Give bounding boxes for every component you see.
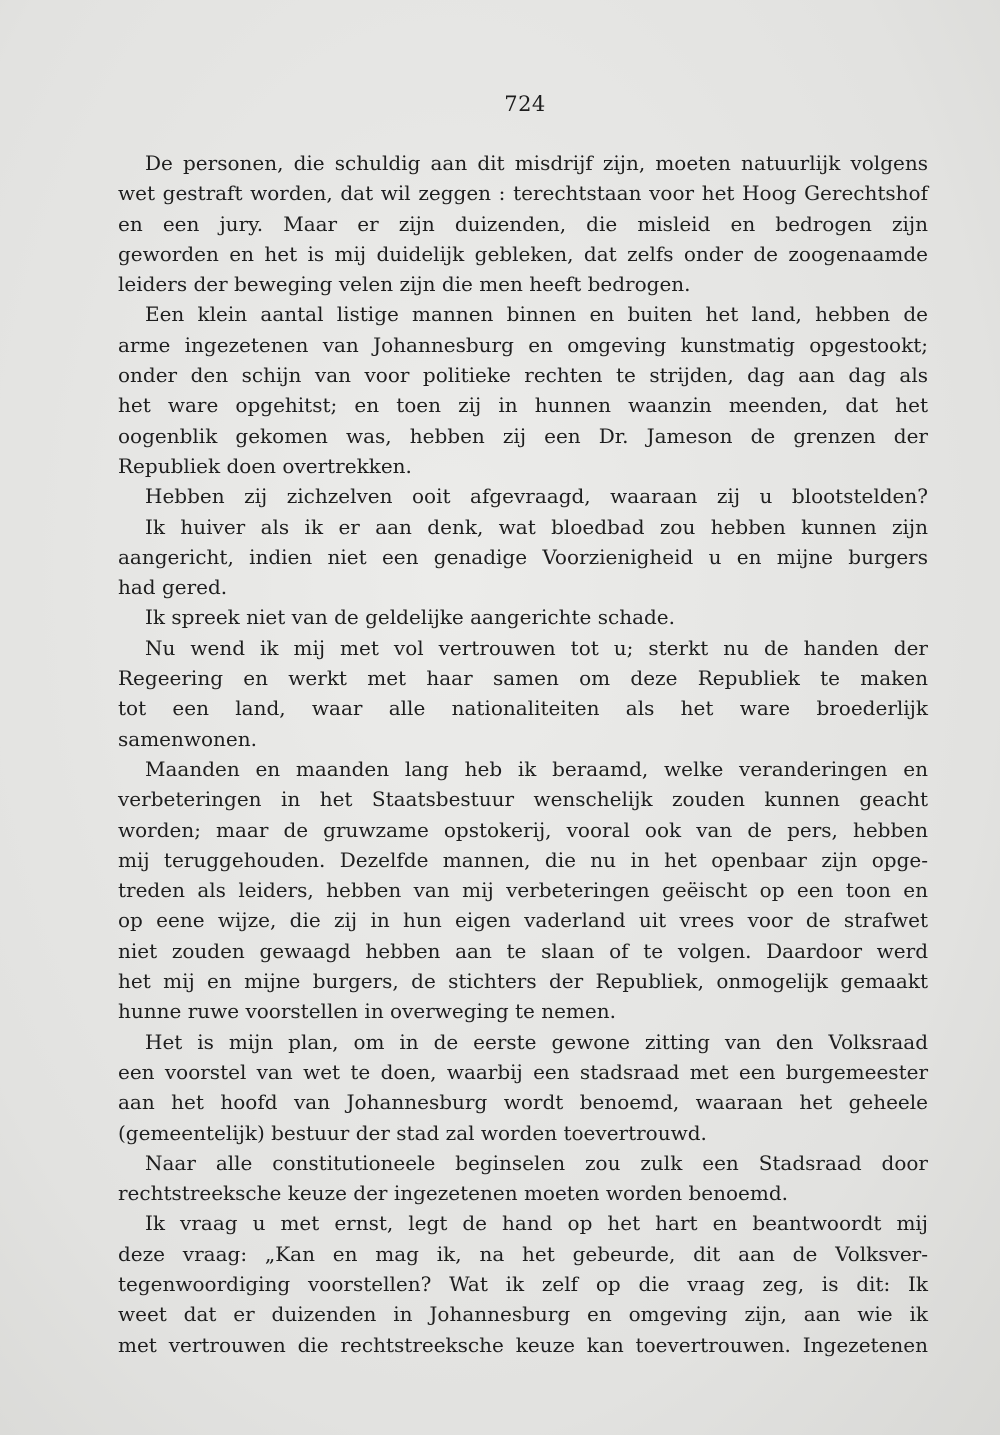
text-line: Naar alle constitutioneele beginselen zou zulk een Stadsraad door [145, 1150, 928, 1175]
text-line: hunne ruwe voorstellen in overweging te nemen. [118, 999, 616, 1024]
text-line: worden; maar de gruwzame opstokerij, vooral ook van de pers, hebben [118, 817, 928, 842]
text-line: oogenblik gekomen was, hebben zij een Dr. Jameson de grenzen der [118, 423, 928, 448]
text-line: een voorstel van wet te doen, waarbij een stadsraad met een burgemeester [118, 1059, 928, 1084]
text-line: aangericht, indien niet een genadige Voorzienigheid u en mijne burgers [118, 544, 928, 569]
text-line: op eene wijze, die zij in hun eigen vaderland uit vrees voor de strafwet [118, 908, 928, 933]
text-line: wet gestraft worden, dat wil zeggen : terechtstaan voor het Hoog Gerechtshof [118, 181, 928, 206]
text-line: Ik huiver als ik er aan denk, wat bloedbad zou hebben kunnen zijn [145, 514, 928, 539]
text-line: en een jury. Maar er zijn duizenden, die misleid en bedrogen zijn [118, 211, 928, 236]
text-line: deze vraag: „Kan en mag ik, na het gebeurde, dit aan de Volksver- [118, 1241, 928, 1266]
text-line: tot een land, waar alle nationaliteiten als het ware broederlijk [118, 696, 928, 721]
text-line: Maanden en maanden lang heb ik beraamd, welke veranderingen en [145, 756, 928, 781]
text-line: Hebben zij zichzelven ooit afgevraagd, waaraan zij u blootstelden? [145, 484, 928, 509]
body-text [118, 148, 928, 1360]
text-line: Republiek doen overtrekken. [118, 453, 412, 478]
text-line: weet dat er duizenden in Johannesburg en omgeving zijn, aan wie ik [118, 1302, 928, 1327]
text-line: het ware opgehitst; en toen zij in hunnen waanzin meenden, dat het [118, 393, 928, 418]
text-line: leiders der beweging velen zijn die men heeft bedrogen. [118, 272, 691, 297]
text-line: niet zouden gewaagd hebben aan te slaan of te volgen. Daardoor werd [118, 938, 928, 963]
text-line: het mij en mijne burgers, de stichters der Republiek, onmogelijk gemaakt [118, 969, 928, 994]
page-number: 724 [504, 92, 546, 116]
text-line: onder den schijn van voor politieke rechten te strijden, dag aan dag als [118, 363, 928, 388]
text-line: Ik spreek niet van de geldelijke aangerichte schade. [145, 605, 675, 630]
text-line: had gered. [118, 575, 228, 600]
text-line: aan het hoofd van Johannesburg wordt benoemd, waaraan het geheele [118, 1090, 928, 1115]
text-line: Ik vraag u met ernst, legt de hand op het hart en beantwoordt mij [145, 1211, 928, 1236]
text-line: Nu wend ik mij met vol vertrouwen tot u; sterkt nu de handen der [145, 635, 928, 660]
text-line: Een klein aantal listige mannen binnen en buiten het land, hebben de [145, 302, 928, 327]
text-line: met vertrouwen die rechtstreeksche keuze kan toevertrouwen. Ingezetenen [118, 1332, 928, 1357]
text-line: Het is mijn plan, om in de eerste gewone zitting van den Volksraad [145, 1029, 928, 1054]
text-line: treden als leiders, hebben van mij verbeteringen geëischt op een toon en [118, 878, 928, 903]
text-line: geworden en het is mij duidelijk gebleken, dat zelfs onder de zoogenaamde [118, 241, 928, 266]
text-line: arme ingezetenen van Johannesburg en omgeving kunstmatig opgestookt; [118, 332, 928, 357]
text-line: (gemeentelijk) bestuur der stad zal worden toevertrouwd. [118, 1120, 707, 1145]
text-line: tegenwoordiging voorstellen? Wat ik zelf op die vraag zeg, is dit: Ik [118, 1271, 928, 1296]
text-line: Regeering en werkt met haar samen om deze Republiek te maken [118, 666, 928, 691]
text-line: De personen, die schuldig aan dit misdrijf zijn, moeten natuurlijk volgens [145, 151, 928, 175]
text-line: mij teruggehouden. Dezelfde mannen, die nu in het openbaar zijn opge- [118, 847, 928, 872]
text-line: rechtstreeksche keuze der ingezetenen moeten worden benoemd. [118, 1181, 789, 1206]
text-line: samenwonen. [118, 726, 257, 751]
text-line: verbeteringen in het Staatsbestuur wenschelijk zouden kunnen geacht [118, 787, 928, 812]
